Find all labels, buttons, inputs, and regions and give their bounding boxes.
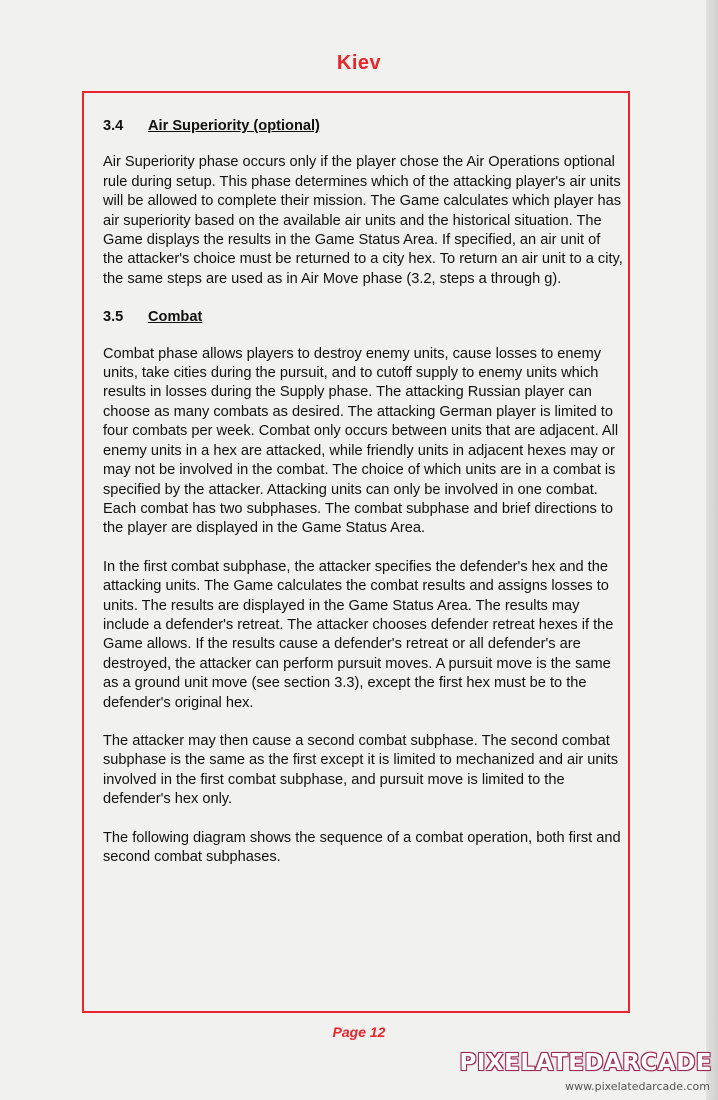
section-paragraph: The attacker may then cause a second combat subphase. The second combat subphase is the same as the first except it is limited to mechanized and air units involved in the first combat subphase, and pursuit move is limited to the defender's hex only. [103, 732, 619, 808]
page-number: Page 12 [332, 1024, 386, 1040]
page-edge [706, 0, 718, 1100]
watermark-url: www.pixelatedarcade.com [565, 1080, 710, 1093]
section-number: 3.4 [103, 118, 124, 134]
watermark-logo: PIXELATEDARCADE [459, 1050, 712, 1076]
section-number: 3.5 [103, 309, 124, 326]
section-paragraph: The following diagram shows the sequence of a combat operation, both first and second combat subphases. [103, 829, 621, 865]
section-title: Air Superiority (optional) [148, 118, 320, 134]
section-heading [103, 117, 623, 136]
section-paragraph: Air Superiority phase occurs only if the player chose the Air Operations optional rule during setup. This phase determines which of the attacking player's air units will be allowed to complete their mission. The Game calculates which player has air superiority based on the available air units and the historical situation. The Game displays the results in the Game Status Area. If specified, an air unit of the attacker's choice must be returned to a city hex. To return an air unit to a city, the same steps are used as in Air Move phase (3.2, steps a through g). [103, 154, 623, 287]
section-air-superiority [103, 117, 623, 289]
manual-content [103, 117, 623, 886]
section-heading [103, 308, 623, 327]
section-paragraph: In the first combat subphase, the attacker specifies the defender's hex and the attacking units. The Game calculates the combat results and assigns losses to units. The results are displayed in the Game Status Area. The results may include a defender's retreat. The attacker chooses defender retreat hexes if the Game allows. If the results cause a defender's retreat or all defender's are destroyed, the attacker can perform pursuit moves. A pursuit move is the same as a ground unit move (see section 3.3), except the first hex must be to the defender's original hex. [103, 558, 614, 711]
section-title: Combat [148, 309, 203, 326]
page-header-title: Kiev [336, 52, 382, 74]
section-combat [103, 308, 623, 867]
section-paragraph: Combat phase allows players to destroy enemy units, cause losses to enemy units, take cities during the pursuit, and to cutoff supply to enemy units which results in losses during the Supply phase. The attacking Russian player can choose as many combats as desired. The attacking German player is limited to four combats per week. Combat only occurs between units that are adjacent. All enemy units in a hex are attacked, while friendly units in adjacent hexes may or may not be involved in the combat. The choice of which units are in a combat is specified by the attacker. Attacking units can only be involved in one combat. Each combat has two subphases. The combat subphase and brief directions to the player are displayed in the Game Status Area. [103, 345, 619, 537]
